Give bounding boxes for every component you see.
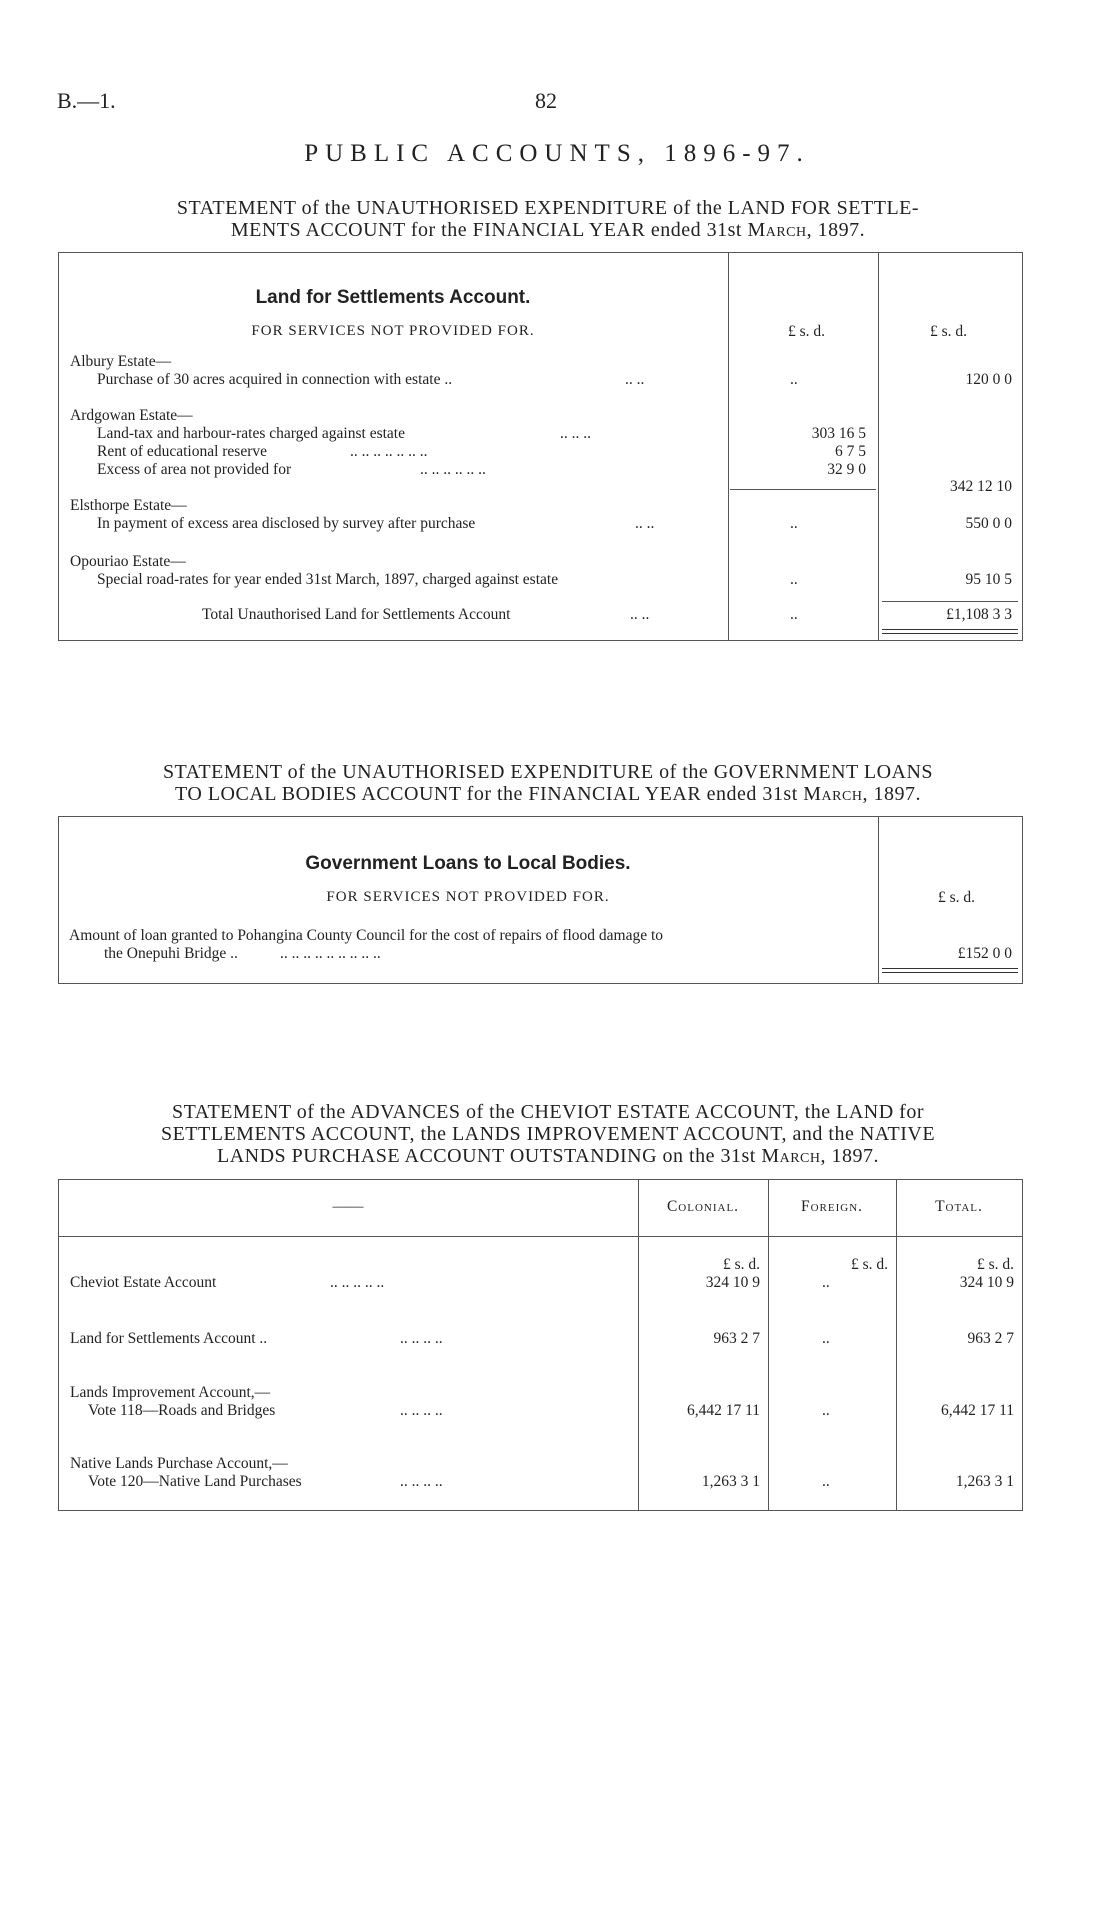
section1-subtitle: FOR SERVICES NOT PROVIDED FOR.	[251, 323, 535, 339]
section1-col-divider-1	[728, 252, 729, 640]
row-dots: .. .. .. ..	[400, 1402, 443, 1419]
elsthorpe-estate-item: In payment of excess area disclosed by survey after purchase	[97, 515, 476, 532]
section1-grand-total: £1,108 3 3	[946, 606, 1012, 623]
ardgowan-item-land-tax-value: 303 16 5	[811, 425, 866, 442]
ardgowan-item-rent: Rent of educational reserve	[97, 443, 267, 460]
ardgowan-item-land-tax: Land-tax and harbour-rates charged against estate	[97, 425, 405, 442]
row-total: 963 2 7	[967, 1330, 1014, 1347]
elsthorpe-estate-col2: 550 0 0	[965, 515, 1012, 532]
albury-estate-col2: 120 0 0	[965, 371, 1012, 388]
section2-bottom-rule	[58, 983, 1023, 984]
ardgowan-item-land-tax-dots: .. .. ..	[560, 425, 591, 442]
section2-item-line1: Amount of loan granted to Pohangina County Council for the cost of repairs of flood damage to	[69, 927, 664, 944]
section3-unit-total: £ s. d.	[976, 1256, 1014, 1273]
section1-total-label: Total Unauthorised Land for Settlements Account	[202, 606, 511, 623]
row-foreign: ..	[822, 1402, 830, 1419]
section1-col1-unit-header: £ s. d.	[788, 323, 826, 340]
ardgowan-item-rent-value: 6 7 5	[835, 443, 866, 460]
section2-heading-line1: STATEMENT of the UNAUTHORISED EXPENDITURE of the GOVERNMENT LOANS	[162, 761, 934, 783]
section3-col-divider-total	[896, 1179, 897, 1510]
albury-estate-item: Purchase of 30 acres acquired in connection with estate ..	[97, 371, 453, 388]
ardgowan-item-excess: Excess of area not provided for	[97, 461, 292, 478]
section2-col-divider	[878, 816, 879, 983]
section3-left-rule	[58, 1179, 59, 1510]
section1-col-divider-2	[878, 252, 879, 640]
ardgowan-item-excess-value: 32 9 0	[827, 461, 866, 478]
elsthorpe-estate-col1: ..	[790, 515, 798, 532]
section1-right-rule	[1022, 252, 1023, 640]
section1-total-dots: .. ..	[630, 606, 650, 623]
section1-total-top-rule	[882, 601, 1018, 602]
section3-col-divider-foreign	[768, 1179, 769, 1510]
ardgowan-item-excess-dots: .. .. .. .. .. ..	[420, 461, 486, 478]
section1-col2-unit-header: £ s. d.	[930, 323, 968, 340]
section1-box-title: Land for Settlements Account.	[255, 287, 531, 308]
section1-left-rule	[58, 252, 59, 640]
section2-item-line2: the Onepuhi Bridge ..	[104, 945, 238, 962]
section2-item-dots: .. .. .. .. .. .. .. .. ..	[280, 945, 381, 962]
row-label-line2: Vote 120—Native Land Purchases	[88, 1473, 302, 1490]
section1-total-double-rule	[882, 629, 1018, 634]
section3-heading-line1: STATEMENT of the ADVANCES of the CHEVIOT ESTATE ACCOUNT, the LAND for	[172, 1101, 924, 1123]
ardgowan-subtotal-rule	[730, 489, 876, 490]
section2-total-double-rule	[882, 968, 1018, 973]
row-colonial: 963 2 7	[713, 1330, 760, 1347]
section2-right-rule	[1022, 816, 1023, 983]
albury-estate-heading: Albury Estate—	[70, 353, 172, 370]
elsthorpe-estate-heading: Elsthorpe Estate—	[70, 497, 187, 514]
row-foreign: ..	[822, 1330, 830, 1347]
opouriao-estate-col2: 95 10 5	[965, 571, 1012, 588]
ardgowan-item-rent-dots: .. .. .. .. .. .. ..	[350, 443, 428, 460]
section2-subtitle: FOR SERVICES NOT PROVIDED FOR.	[326, 889, 610, 905]
section1-heading-line1: STATEMENT of the UNAUTHORISED EXPENDITURE of the LAND FOR SETTLE-	[176, 197, 920, 219]
row-colonial: 6,442 17 11	[686, 1402, 760, 1419]
albury-estate-col1: ..	[790, 371, 798, 388]
opouriao-estate-item: Special road-rates for year ended 31st March, 1897, charged against estate	[97, 571, 559, 588]
document-reference: B.—1.	[57, 88, 116, 113]
row-colonial: 324 10 9	[705, 1274, 760, 1291]
section3-bottom-rule	[58, 1510, 1023, 1511]
page-number: 82	[535, 88, 557, 113]
albury-estate-dots: .. ..	[625, 371, 645, 388]
section2-heading-line2: TO LOCAL BODIES ACCOUNT for the FINANCIAL YEAR ended 31st March, 1897.	[175, 783, 921, 805]
section1-bottom-rule	[58, 640, 1023, 641]
row-colonial: 1,263 3 1	[701, 1473, 760, 1490]
row-dots: .. .. .. .. ..	[330, 1274, 385, 1291]
section2-item-value: £152 0 0	[957, 945, 1012, 962]
section1-total-col1: ..	[790, 606, 798, 623]
row-foreign: ..	[822, 1473, 830, 1490]
section3-right-rule	[1022, 1179, 1023, 1510]
section3-col-colonial: Colonial.	[666, 1198, 740, 1215]
ardgowan-total: 342 12 10	[950, 478, 1012, 495]
row-label-line2: Vote 118—Roads and Bridges	[88, 1402, 276, 1419]
section2-unit-header: £ s. d.	[938, 889, 976, 906]
row-dots: .. .. .. ..	[400, 1473, 443, 1490]
ardgowan-estate-heading: Ardgowan Estate—	[70, 407, 193, 424]
page-title: PUBLIC ACCOUNTS, 1896-97.	[304, 140, 810, 167]
elsthorpe-estate-dots: .. ..	[635, 515, 655, 532]
row-total: 324 10 9	[959, 1274, 1014, 1291]
section3-col-divider-colonial	[638, 1179, 639, 1510]
section1-heading-line2: MENTS ACCOUNT for the FINANCIAL YEAR ended 31st March, 1897.	[230, 219, 866, 241]
section3-top-rule	[58, 1179, 1023, 1180]
row-label: Land for Settlements Account ..	[70, 1330, 268, 1347]
row-total: 6,442 17 11	[940, 1402, 1014, 1419]
section3-heading-line2: SETTLEMENTS ACCOUNT, the LANDS IMPROVEMENT ACCOUNT, and the NATIVE	[160, 1123, 936, 1145]
section3-col-foreign: Foreign.	[800, 1198, 864, 1215]
section3-heading-line3: LANDS PURCHASE ACCOUNT OUTSTANDING on the 31st March, 1897.	[216, 1145, 880, 1167]
section3-unit-foreign: £ s. d.	[850, 1256, 888, 1273]
opouriao-estate-col1: ..	[790, 571, 798, 588]
section3-unit-colonial: £ s. d.	[722, 1256, 760, 1273]
row-label: Lands Improvement Account,—	[70, 1384, 271, 1401]
row-total: 1,263 3 1	[955, 1473, 1014, 1490]
row-label: Native Lands Purchase Account,—	[70, 1455, 288, 1472]
row-label: Cheviot Estate Account	[70, 1274, 217, 1291]
section3-col-blank: ——	[332, 1198, 364, 1215]
section3-header-rule	[58, 1236, 1023, 1237]
row-foreign: ..	[822, 1274, 830, 1291]
section2-box-title: Government Loans to Local Bodies.	[305, 853, 631, 874]
section3-col-total: Total.	[935, 1198, 983, 1215]
opouriao-estate-heading: Opouriao Estate—	[70, 553, 186, 570]
row-dots: .. .. .. ..	[400, 1330, 443, 1347]
